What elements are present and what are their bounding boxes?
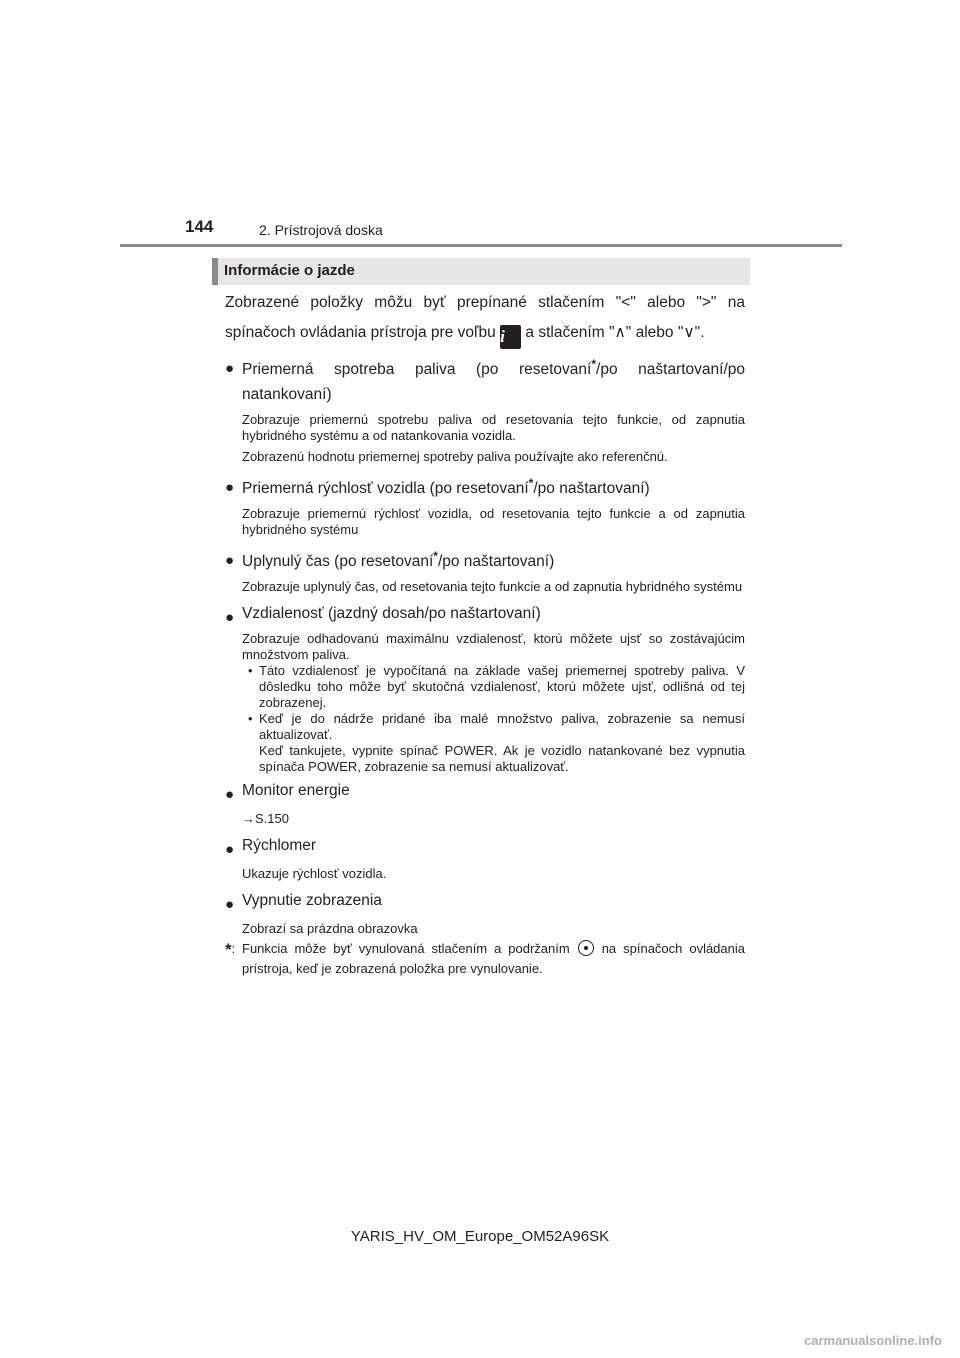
intro-text-1: Zobrazené položky môžu byť prepínané stlačením "<" alebo ">" na spínačoch ovládania prístroja pre voľbu xyxy=(225,294,745,341)
bullet-icon: ● xyxy=(225,896,235,913)
footnote xyxy=(225,939,745,979)
item-title-part: Priemerná spotreba paliva (po resetovaní xyxy=(242,361,592,378)
item-title xyxy=(242,352,745,407)
bullet-icon: ● xyxy=(225,552,235,569)
item-title: Monitor energie xyxy=(242,782,350,799)
item-title-part: /po naštartovaní) xyxy=(437,553,555,570)
list-item-display-off xyxy=(225,888,745,937)
heading-bar-edge xyxy=(212,258,218,285)
sub-list-item xyxy=(242,711,745,775)
list-item-distance xyxy=(225,601,745,775)
item-title-part: Priemerná rýchlosť vozidla (po resetovaní xyxy=(242,480,529,497)
list-item-energy-monitor xyxy=(225,778,745,827)
page-number: 144 xyxy=(185,217,214,236)
item-title xyxy=(242,544,745,574)
item-description: Zobrazuje odhadovanú maximálnu vzdialenosť, ktorú môžete ujsť so zostávajúcim množstvom paliva. xyxy=(242,631,745,662)
item-description: Zobrazenú hodnotu priemernej spotreby paliva používajte ako referenčnú. xyxy=(242,449,668,464)
asterisk-icon: * xyxy=(591,357,597,371)
item-description: Zobrazí sa prázdna obrazovka xyxy=(242,921,418,936)
sub-item-text: Táto vzdialenosť je vypočítaná na základe vašej priemernej spotreby paliva. V dôsledku toho môže byť skutočná vzdialenosť, ktorú môžete ujsť, odlišná od tej zobrazenej. xyxy=(259,663,745,710)
bullet-icon: ● xyxy=(225,786,235,803)
watermark: carmanualsonline.info xyxy=(804,1333,942,1348)
info-icon: i xyxy=(500,325,521,349)
list-item-average-speed xyxy=(225,471,745,538)
item-description: Ukazuje rýchlosť vozidla. xyxy=(242,866,387,881)
page-reference: →S.150 xyxy=(242,811,289,826)
sub-list-item xyxy=(242,663,745,711)
item-title-part: /po naštartovaní) xyxy=(533,480,650,497)
bullet-icon: ● xyxy=(225,360,235,377)
item-title: Vypnutie zobrazenia xyxy=(242,892,382,909)
list-item-fuel-consumption xyxy=(225,352,745,465)
asterisk-icon: * xyxy=(528,476,534,490)
item-title xyxy=(242,471,745,501)
asterisk-icon: * xyxy=(433,549,438,563)
list-item-elapsed-time xyxy=(225,544,745,595)
page-header xyxy=(0,0,960,250)
footnote-colon: : xyxy=(231,941,236,956)
intro-text-2: a stlačením "∧" alebo "∨". xyxy=(525,324,705,341)
asterisk-icon: * xyxy=(225,940,232,959)
info-heading-bar xyxy=(212,258,750,285)
bullet-icon: ● xyxy=(225,479,235,496)
footnote-text-1: Funkcia môže byť vynulovaná stlačením a podržaním xyxy=(242,941,570,956)
footnote-mark xyxy=(225,939,235,960)
bullet-icon: ● xyxy=(225,841,235,858)
list-item-speedometer xyxy=(225,833,745,882)
item-title: Vzdialenosť (jazdný dosah/po naštartovaní) xyxy=(242,605,541,622)
header-rule xyxy=(120,244,842,247)
item-title: Rýchlomer xyxy=(242,837,317,854)
sub-bullet-icon: • xyxy=(248,663,253,678)
item-title-part: /po naštartovaní/po natankovaní) xyxy=(242,361,745,403)
info-heading-title: Informácie o jazde xyxy=(224,262,355,279)
document-id: YARIS_HV_OM_Europe_OM52A96SK xyxy=(350,1228,610,1245)
item-description: Zobrazuje uplynulý čas, od resetovania tejto funkcie a od zapnutia hybridného systému xyxy=(242,579,743,594)
page-content xyxy=(225,288,745,979)
footnote-text-2: na spínačoch ovládania prístroja, keď je zobrazená položka pre vynulovanie. xyxy=(242,941,745,976)
sub-item-text: Keď je do nádrže pridané iba malé množstvo paliva, zobrazenie sa nemusí aktualizovať. xyxy=(259,711,745,742)
sub-bullet-icon: • xyxy=(248,711,253,726)
sub-item-text: Keď tankujete, vypnite spínač POWER. Ak je vozidlo natankované bez vypnutia spínača POWER, zobrazenie sa nemusí aktualizovať. xyxy=(259,743,745,774)
intro-paragraph xyxy=(225,288,745,349)
item-description: Zobrazuje priemernú spotrebu paliva od resetovania tejto funkcie, od zapnutia hybridného systému a od natankovania vozidla. xyxy=(242,412,745,443)
item-title-part: Uplynulý čas (po resetovaní xyxy=(242,553,434,570)
item-description: Zobrazuje priemernú rýchlosť vozidla, od resetovania tejto funkcie a od zapnutia hybridného systému xyxy=(242,506,745,537)
section-title: 2. Prístrojová doska xyxy=(259,222,383,238)
bullet-icon: ● xyxy=(225,609,235,626)
reset-button-icon xyxy=(578,940,594,956)
